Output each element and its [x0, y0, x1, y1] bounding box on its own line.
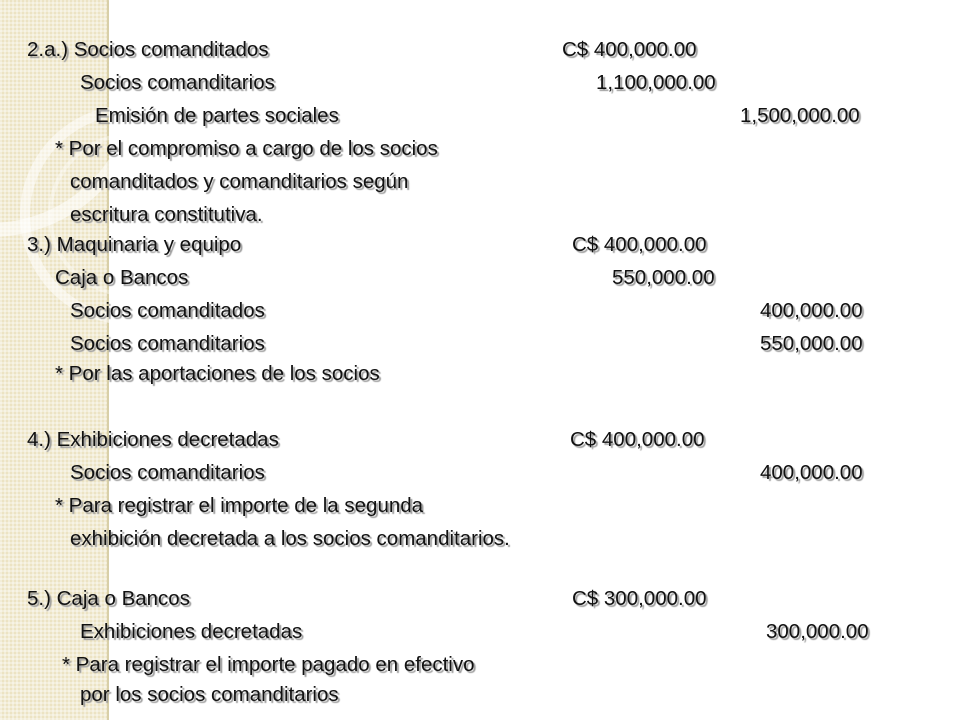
entry-description: 4.) Exhibiciones decretadas: [27, 428, 279, 451]
entry-description: Caja o Bancos: [55, 266, 189, 289]
entry-description: Socios comanditarios: [80, 71, 275, 94]
entry-description: 3.) Maquinaria y equipo: [27, 233, 242, 256]
entry-debit: C$ 400,000.00: [562, 38, 697, 61]
entry-note: comanditados y comanditarios según: [70, 170, 409, 193]
entry-credit: 400,000.00: [760, 299, 863, 322]
entry-debit: 550,000.00: [612, 266, 715, 289]
entry-credit: 300,000.00: [766, 620, 869, 643]
entry-debit: C$ 300,000.00: [572, 587, 707, 610]
entry-description: Exhibiciones decretadas: [80, 620, 303, 643]
entry-debit: C$ 400,000.00: [570, 428, 705, 451]
entry-description: Socios comanditarios: [70, 461, 265, 484]
entry-debit: 1,100,000.00: [596, 71, 716, 94]
entry-credit: 1,500,000.00: [740, 104, 860, 127]
entry-description: Emisión de partes sociales: [95, 104, 339, 127]
entry-description: 2.a.) Socios comanditados: [27, 38, 269, 61]
entry-note: * Para registrar el importe pagado en efectivo: [62, 653, 475, 676]
entry-credit: 550,000.00: [760, 332, 863, 355]
entry-note: * Por las aportaciones de los socios: [55, 362, 380, 385]
entry-debit: C$ 400,000.00: [572, 233, 707, 256]
entry-description: Socios comanditarios: [70, 332, 265, 355]
entry-note: * Por el compromiso a cargo de los socios: [55, 137, 438, 160]
entry-note: escritura constitutiva.: [70, 203, 263, 226]
side-decorative-band: [0, 0, 107, 720]
entry-credit: 400,000.00: [760, 461, 863, 484]
entry-note: * Para registrar el importe de la segunda: [55, 494, 424, 517]
entry-note: por los socios comanditarios: [80, 683, 339, 706]
entry-description: 5.) Caja o Bancos: [27, 587, 190, 610]
entry-note: exhibición decretada a los socios comanditarios.: [70, 527, 510, 550]
entry-description: Socios comanditados: [70, 299, 265, 322]
